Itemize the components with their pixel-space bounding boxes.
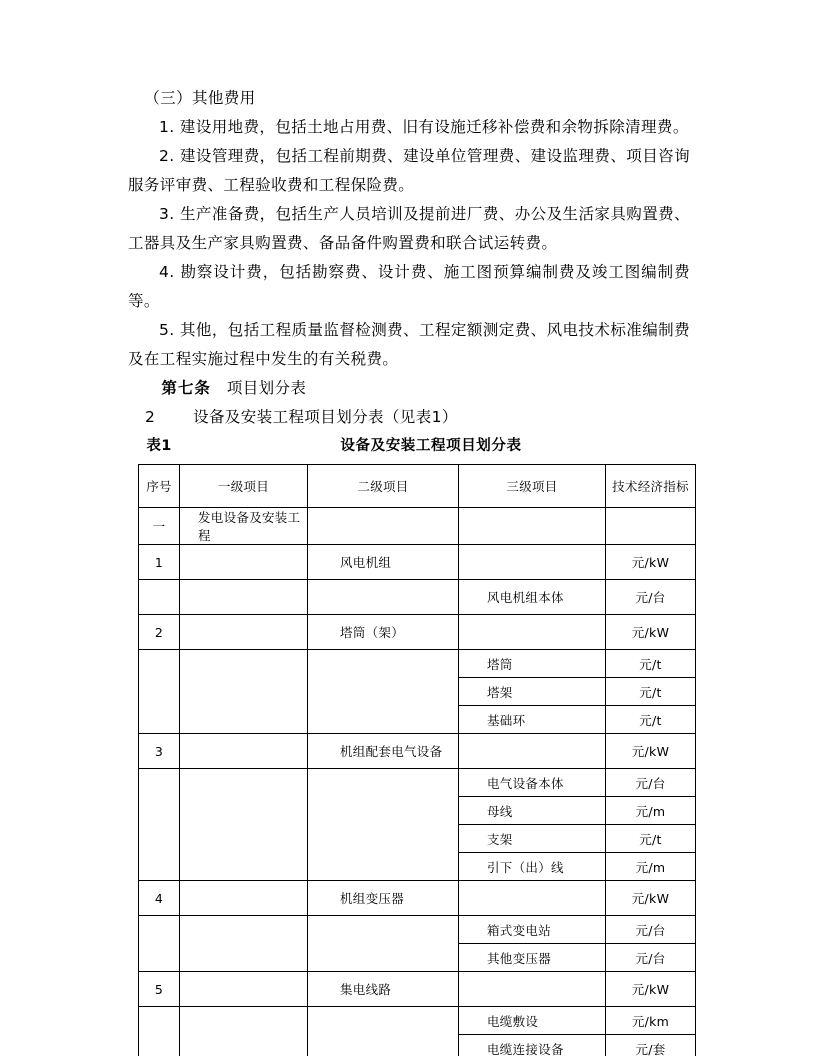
cell-unit: 元/m bbox=[606, 853, 696, 881]
paragraph-2: 2. 建设管理费，包括工程前期费、建设单位管理费、建设监理费、项目咨询服务评审费、工程验收费和工程保险费。 bbox=[128, 147, 690, 194]
cell-lvl3: 电缆连接设备 bbox=[459, 1035, 606, 1056]
table-row bbox=[139, 508, 696, 545]
cell-lvl3: 塔筒 bbox=[459, 650, 606, 678]
cell-no bbox=[139, 580, 180, 615]
table-caption-label: 表1 bbox=[146, 438, 172, 454]
cell-no: 5 bbox=[139, 972, 180, 1007]
cell-no: 3 bbox=[139, 734, 180, 769]
cell-lvl1 bbox=[180, 615, 308, 650]
sub-item-number: 2 bbox=[145, 408, 156, 426]
table-container bbox=[128, 464, 690, 1056]
cell-lvl2: 机组配套电气设备 bbox=[308, 734, 459, 769]
header-no: 序号 bbox=[139, 465, 180, 508]
cell-lvl1: 发电设备及安装工程 bbox=[180, 508, 308, 545]
cell-unit: 元/t bbox=[606, 678, 696, 706]
cell-unit: 元/套 bbox=[606, 1035, 696, 1056]
table-row bbox=[139, 769, 696, 797]
table-header-row bbox=[139, 465, 696, 508]
cell-lvl2: 风电机组 bbox=[308, 545, 459, 580]
cell-no: 2 bbox=[139, 615, 180, 650]
cell-lvl1 bbox=[180, 916, 308, 972]
table-row bbox=[139, 1007, 696, 1035]
cell-no: 1 bbox=[139, 545, 180, 580]
cell-no: 4 bbox=[139, 881, 180, 916]
paragraph-4: 4. 勘察设计费，包括勘察费、设计费、施工图预算编制费及竣工图编制费等。 bbox=[128, 263, 690, 310]
cell-unit: 元/台 bbox=[606, 944, 696, 972]
page-content bbox=[128, 84, 690, 1056]
cell-lvl1 bbox=[180, 1007, 308, 1056]
cell-unit: 元/kW bbox=[606, 734, 696, 769]
cell-lvl3: 母线 bbox=[459, 797, 606, 825]
cell-lvl2 bbox=[308, 769, 459, 881]
cell-unit: 元/m bbox=[606, 797, 696, 825]
cell-lvl3: 箱式变电站 bbox=[459, 916, 606, 944]
sub-item-2 bbox=[128, 403, 690, 432]
cell-unit bbox=[606, 508, 696, 545]
header-lvl1: 一级项目 bbox=[180, 465, 308, 508]
cell-unit: 元/t bbox=[606, 650, 696, 678]
table-row bbox=[139, 650, 696, 678]
table-caption-title: 设备及安装工程项目划分表 bbox=[340, 438, 522, 454]
cell-lvl1 bbox=[180, 972, 308, 1007]
cell-no: 一 bbox=[139, 508, 180, 545]
cell-lvl1 bbox=[180, 580, 308, 615]
cell-unit: 元/台 bbox=[606, 769, 696, 797]
cell-lvl3: 基础环 bbox=[459, 706, 606, 734]
cell-lvl3: 支架 bbox=[459, 825, 606, 853]
cell-lvl1 bbox=[180, 881, 308, 916]
cell-lvl2 bbox=[308, 580, 459, 615]
sub-item-text: 设备及安装工程项目划分表（见表1） bbox=[193, 408, 458, 426]
cell-no bbox=[139, 1007, 180, 1056]
cell-lvl3: 引下（出）线 bbox=[459, 853, 606, 881]
header-lvl3: 三级项目 bbox=[459, 465, 606, 508]
table-row bbox=[139, 916, 696, 944]
cell-unit: 元/kW bbox=[606, 545, 696, 580]
cell-lvl1 bbox=[180, 769, 308, 881]
cell-unit: 元/t bbox=[606, 825, 696, 853]
cell-unit: 元/kW bbox=[606, 881, 696, 916]
cell-lvl3: 电缆敷设 bbox=[459, 1007, 606, 1035]
cell-lvl2 bbox=[308, 916, 459, 972]
cell-lvl1 bbox=[180, 734, 308, 769]
table-row bbox=[139, 881, 696, 916]
table-row bbox=[139, 545, 696, 580]
project-breakdown-table bbox=[138, 464, 696, 1056]
cell-lvl3: 塔架 bbox=[459, 678, 606, 706]
cell-unit: 元/t bbox=[606, 706, 696, 734]
cell-lvl2 bbox=[308, 650, 459, 734]
cell-lvl3 bbox=[459, 508, 606, 545]
table-row bbox=[139, 615, 696, 650]
table-row bbox=[139, 580, 696, 615]
cell-no bbox=[139, 769, 180, 881]
cell-lvl2 bbox=[308, 1007, 459, 1056]
cell-lvl3 bbox=[459, 734, 606, 769]
cell-unit: 元/kW bbox=[606, 615, 696, 650]
article-label: 第七条 bbox=[161, 379, 211, 397]
cell-lvl3 bbox=[459, 615, 606, 650]
cell-no bbox=[139, 916, 180, 972]
header-lvl2: 二级项目 bbox=[308, 465, 459, 508]
cell-lvl3 bbox=[459, 972, 606, 1007]
article-heading bbox=[128, 374, 690, 403]
cell-lvl3: 其他变压器 bbox=[459, 944, 606, 972]
paragraph-5: 5. 其他，包括工程质量监督检测费、工程定额测定费、风电技术标准编制费及在工程实施过程中发生的有关税费。 bbox=[128, 321, 690, 368]
table-caption bbox=[128, 434, 690, 461]
cell-lvl1 bbox=[180, 650, 308, 734]
cell-lvl3: 电气设备本体 bbox=[459, 769, 606, 797]
article-title: 项目划分表 bbox=[226, 379, 307, 397]
cell-lvl2: 机组变压器 bbox=[308, 881, 459, 916]
cell-lvl2 bbox=[308, 508, 459, 545]
cell-lvl3 bbox=[459, 881, 606, 916]
cell-unit: 元/km bbox=[606, 1007, 696, 1035]
section-heading: （三）其他费用 bbox=[144, 89, 256, 107]
cell-unit: 元/台 bbox=[606, 580, 696, 615]
table-row bbox=[139, 972, 696, 1007]
cell-no bbox=[139, 650, 180, 734]
paragraph-1: 1. 建设用地费，包括土地占用费、旧有设施迁移补偿费和余物拆除清理费。 bbox=[159, 118, 689, 136]
cell-unit: 元/台 bbox=[606, 916, 696, 944]
cell-unit: 元/kW bbox=[606, 972, 696, 1007]
cell-lvl1 bbox=[180, 545, 308, 580]
table-row bbox=[139, 734, 696, 769]
cell-lvl3 bbox=[459, 545, 606, 580]
cell-lvl2: 集电线路 bbox=[308, 972, 459, 1007]
cell-lvl3: 风电机组本体 bbox=[459, 580, 606, 615]
cell-lvl2: 塔筒（架） bbox=[308, 615, 459, 650]
paragraph-3: 3. 生产准备费，包括生产人员培训及提前进厂费、办公及生活家具购置费、工器具及生产家具购置费、备品备件购置费和联合试运转费。 bbox=[128, 205, 690, 252]
header-unit: 技术经济指标 bbox=[606, 465, 696, 508]
